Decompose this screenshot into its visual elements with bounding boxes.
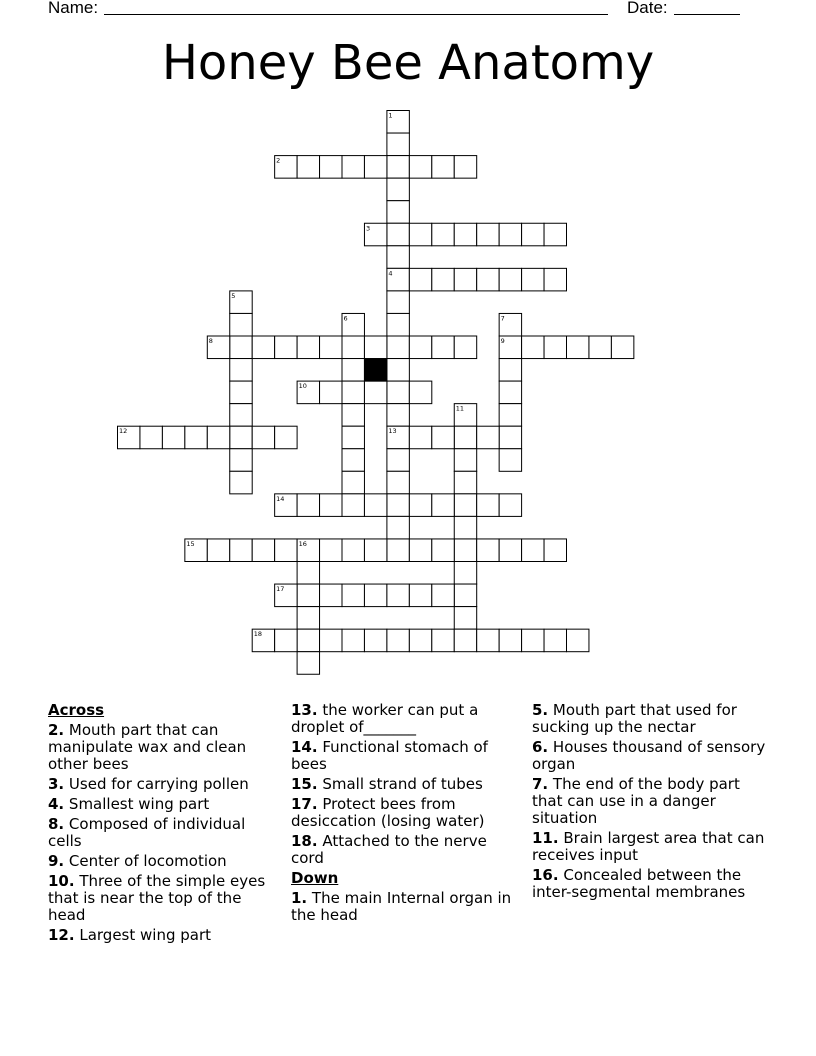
crossword-cell[interactable] bbox=[454, 607, 476, 630]
crossword-cell[interactable] bbox=[387, 404, 409, 427]
crossword-cell[interactable] bbox=[230, 426, 252, 449]
crossword-cell[interactable] bbox=[454, 562, 476, 585]
crossword-cell[interactable] bbox=[522, 223, 544, 246]
clue-down-7: 7. The end of the body part that can use in a danger situation bbox=[532, 775, 740, 827]
crossword-cell[interactable] bbox=[499, 359, 521, 382]
crossword-cell[interactable] bbox=[409, 539, 431, 562]
clue-across-18: 18. Attached to the nerve cord bbox=[291, 832, 487, 867]
cell-number-5: 5 bbox=[231, 291, 236, 300]
crossword-cell[interactable] bbox=[342, 584, 364, 607]
crossword-cell[interactable] bbox=[297, 156, 319, 179]
cell-number-9: 9 bbox=[500, 337, 505, 345]
crossword-cell[interactable] bbox=[275, 539, 297, 562]
crossword-cell[interactable] bbox=[275, 629, 297, 652]
crossword-cell[interactable] bbox=[140, 426, 162, 449]
crossword-cell[interactable] bbox=[409, 336, 431, 359]
crossword-cell[interactable] bbox=[162, 426, 184, 449]
crossword-cell[interactable] bbox=[185, 426, 207, 449]
crossword-cell[interactable] bbox=[342, 156, 364, 179]
crossword-cell[interactable] bbox=[207, 426, 229, 449]
clue-down-5: 5. Mouth part that used for sucking up the nectar bbox=[532, 701, 737, 736]
crossword-cell[interactable] bbox=[454, 336, 476, 359]
crossword-cell[interactable] bbox=[477, 539, 499, 562]
crossword-cell[interactable] bbox=[342, 381, 364, 404]
cell-number-18: 18 bbox=[253, 630, 262, 639]
cell-number-11: 11 bbox=[455, 404, 465, 413]
crossword-cell[interactable] bbox=[387, 201, 409, 224]
crossword-cell[interactable] bbox=[342, 336, 364, 359]
crossword-cell[interactable] bbox=[387, 629, 409, 652]
crossword-cell[interactable] bbox=[454, 471, 476, 494]
crossword-cell[interactable] bbox=[364, 494, 386, 517]
crossword-cell[interactable] bbox=[342, 471, 364, 494]
clue-across-12: 12. Largest wing part bbox=[48, 926, 212, 944]
clue-down-6: 6. Houses thousand of sensory organ bbox=[532, 738, 766, 773]
crossword-cell[interactable] bbox=[342, 449, 364, 472]
crossword-cell[interactable] bbox=[409, 426, 431, 449]
crossword-cell[interactable] bbox=[409, 584, 431, 607]
crossword-cell[interactable] bbox=[230, 539, 252, 562]
crossword-cell[interactable] bbox=[364, 584, 386, 607]
cell-number-15: 15 bbox=[186, 539, 195, 548]
clue-across-9: 9. Center of locomotion bbox=[48, 852, 227, 870]
clue-across-3: 3. Used for carrying pollen bbox=[48, 775, 249, 793]
crossword-cell[interactable] bbox=[297, 652, 319, 675]
crossword-cell[interactable] bbox=[499, 629, 521, 652]
cell-number-16: 16 bbox=[298, 539, 307, 548]
crossword-cell[interactable] bbox=[522, 539, 544, 562]
crossword-cell[interactable] bbox=[454, 629, 476, 652]
crossword-cell[interactable] bbox=[454, 426, 476, 449]
crossword-cell[interactable] bbox=[544, 629, 566, 652]
clues-column-3 bbox=[532, 702, 768, 904]
down-heading: Down bbox=[291, 869, 339, 887]
crossword-cell[interactable] bbox=[477, 426, 499, 449]
crossword-cell[interactable] bbox=[252, 336, 274, 359]
crossword-cell[interactable] bbox=[297, 629, 319, 652]
clue-down-16: 16. Concealed between the inter-segmental membranes bbox=[532, 866, 746, 901]
crossword-cell[interactable] bbox=[364, 381, 386, 404]
crossword-cell[interactable] bbox=[387, 313, 409, 336]
crossword-cell[interactable] bbox=[409, 223, 431, 246]
crossword-cell[interactable] bbox=[544, 268, 566, 291]
crossword-cell[interactable] bbox=[499, 268, 521, 291]
cell-number-7: 7 bbox=[500, 314, 505, 323]
page-title: Honey Bee Anatomy bbox=[161, 35, 655, 91]
crossword-cell[interactable] bbox=[387, 223, 409, 246]
crossword-cell[interactable] bbox=[432, 336, 454, 359]
crossword-cell[interactable] bbox=[387, 381, 409, 404]
clues-column-1 bbox=[48, 702, 270, 947]
crossword-cell[interactable] bbox=[297, 494, 319, 517]
crossword-cell[interactable] bbox=[342, 539, 364, 562]
crossword-cell[interactable] bbox=[522, 629, 544, 652]
crossword-cell[interactable] bbox=[409, 156, 431, 179]
crossword-cell[interactable] bbox=[409, 629, 431, 652]
name-label: Name: bbox=[48, 0, 99, 17]
crossword-cell[interactable] bbox=[342, 629, 364, 652]
crossword-cell[interactable] bbox=[387, 359, 409, 382]
crossword-black-cell bbox=[364, 359, 386, 382]
crossword-cell[interactable] bbox=[589, 336, 611, 359]
crossword-cell[interactable] bbox=[499, 381, 521, 404]
crossword-cell[interactable] bbox=[387, 178, 409, 201]
crossword-cell[interactable] bbox=[544, 539, 566, 562]
clue-across-14: 14. Functional stomach of bees bbox=[291, 738, 488, 773]
crossword-cell[interactable] bbox=[477, 268, 499, 291]
crossword-cell[interactable] bbox=[364, 156, 386, 179]
crossword-cell[interactable] bbox=[387, 539, 409, 562]
crossword-cell[interactable] bbox=[432, 539, 454, 562]
crossword-cell[interactable] bbox=[230, 404, 252, 427]
crossword-cell[interactable] bbox=[320, 629, 342, 652]
crossword-cell[interactable] bbox=[275, 426, 297, 449]
clue-across-8: 8. Composed of individual cells bbox=[48, 815, 246, 850]
crossword-cell[interactable] bbox=[499, 223, 521, 246]
clue-across-13: 13. the worker can put a droplet of_______ bbox=[291, 701, 479, 736]
crossword-cell[interactable] bbox=[342, 359, 364, 382]
crossword-cell[interactable] bbox=[432, 494, 454, 517]
crossword-cell[interactable] bbox=[477, 629, 499, 652]
crossword-cell[interactable] bbox=[387, 336, 409, 359]
crossword-cell[interactable] bbox=[387, 449, 409, 472]
crossword-cell[interactable] bbox=[409, 381, 431, 404]
cell-number-4: 4 bbox=[388, 269, 393, 278]
cell-number-3: 3 bbox=[365, 224, 371, 233]
crossword-cell[interactable] bbox=[230, 359, 252, 382]
crossword-cell[interactable] bbox=[342, 494, 364, 517]
crossword-cell[interactable] bbox=[499, 449, 521, 472]
crossword-cell[interactable] bbox=[432, 629, 454, 652]
crossword-cell[interactable] bbox=[230, 471, 252, 494]
crossword-cell[interactable] bbox=[432, 426, 454, 449]
crossword-cell[interactable] bbox=[454, 268, 476, 291]
crossword-cell[interactable] bbox=[230, 449, 252, 472]
crossword-cell[interactable] bbox=[387, 516, 409, 539]
crossword-cell[interactable] bbox=[432, 156, 454, 179]
crossword-cell[interactable] bbox=[320, 584, 342, 607]
clues-column-2 bbox=[291, 702, 513, 927]
crossword-cell[interactable] bbox=[454, 449, 476, 472]
crossword-cell[interactable] bbox=[252, 426, 274, 449]
crossword-cell[interactable] bbox=[454, 156, 476, 179]
crossword-cell[interactable] bbox=[230, 313, 252, 336]
cell-number-14: 14 bbox=[276, 494, 285, 503]
crossword-cell[interactable] bbox=[387, 584, 409, 607]
crossword-cell[interactable] bbox=[432, 268, 454, 291]
crossword-cell[interactable] bbox=[454, 539, 476, 562]
crossword-cell[interactable] bbox=[297, 607, 319, 630]
crossword-cell[interactable] bbox=[499, 539, 521, 562]
crossword-cell[interactable] bbox=[387, 291, 409, 314]
crossword-cell[interactable] bbox=[320, 336, 342, 359]
clue-down-1: 1. The main Internal organ in the head bbox=[291, 889, 512, 924]
crossword-cell[interactable] bbox=[409, 268, 431, 291]
clue-across-15: 15. Small strand of tubes bbox=[291, 775, 483, 793]
clue-across-17: 17. Protect bees from desiccation (losing water) bbox=[291, 795, 485, 830]
crossword-cell[interactable] bbox=[522, 336, 544, 359]
clue-down-11: 11. Brain largest area that can receives input bbox=[532, 829, 765, 864]
clue-across-10: 10. Three of the simple eyes that is near the top of the head bbox=[48, 872, 266, 924]
crossword-cell[interactable] bbox=[499, 426, 521, 449]
crossword-cell[interactable] bbox=[454, 223, 476, 246]
crossword-cell[interactable] bbox=[567, 336, 589, 359]
crossword-cell[interactable] bbox=[454, 584, 476, 607]
crossword-cell[interactable] bbox=[499, 404, 521, 427]
cell-number-2: 2 bbox=[276, 156, 281, 165]
crossword-cell[interactable] bbox=[320, 156, 342, 179]
crossword-cell[interactable] bbox=[477, 494, 499, 517]
crossword-cell[interactable] bbox=[409, 494, 431, 517]
crossword-cell[interactable] bbox=[342, 426, 364, 449]
cell-number-12: 12 bbox=[119, 427, 128, 436]
cell-number-6: 6 bbox=[343, 314, 348, 323]
crossword-cell[interactable] bbox=[499, 494, 521, 517]
crossword-cell[interactable] bbox=[207, 539, 229, 562]
crossword-cell[interactable] bbox=[364, 629, 386, 652]
crossword-cell[interactable] bbox=[230, 336, 252, 359]
crossword-cell[interactable] bbox=[567, 629, 589, 652]
crossword-cell[interactable] bbox=[432, 223, 454, 246]
crossword-cell[interactable] bbox=[544, 223, 566, 246]
crossword-cell[interactable] bbox=[387, 133, 409, 156]
crossword-cell[interactable] bbox=[544, 336, 566, 359]
crossword-cell[interactable] bbox=[320, 494, 342, 517]
cell-number-17: 17 bbox=[276, 585, 285, 594]
crossword-cell[interactable] bbox=[387, 471, 409, 494]
cell-number-1: 1 bbox=[388, 111, 393, 120]
crossword-cell[interactable] bbox=[252, 539, 274, 562]
crossword-cell[interactable] bbox=[364, 336, 386, 359]
date-label: Date: bbox=[627, 0, 668, 17]
crossword-cell[interactable] bbox=[297, 562, 319, 585]
cell-number-10: 10 bbox=[298, 382, 307, 391]
cell-number-13: 13 bbox=[388, 427, 397, 436]
crossword-cell[interactable] bbox=[230, 381, 252, 404]
crossword-cell[interactable] bbox=[432, 584, 454, 607]
crossword-cell[interactable] bbox=[297, 584, 319, 607]
clue-across-2: 2. Mouth part that can manipulate wax and clean other bees bbox=[48, 721, 247, 773]
crossword-cell[interactable] bbox=[364, 539, 386, 562]
crossword-cell[interactable] bbox=[387, 494, 409, 517]
crossword-cell[interactable] bbox=[454, 516, 476, 539]
crossword-cell[interactable] bbox=[387, 156, 409, 179]
across-heading: Across bbox=[48, 701, 105, 719]
crossword-cell[interactable] bbox=[477, 223, 499, 246]
clue-across-4: 4. Smallest wing part bbox=[48, 795, 210, 813]
crossword-cell[interactable] bbox=[342, 404, 364, 427]
crossword-cell[interactable] bbox=[454, 494, 476, 517]
crossword-cell[interactable] bbox=[275, 336, 297, 359]
crossword-cell[interactable] bbox=[611, 336, 633, 359]
crossword-cell[interactable] bbox=[297, 336, 319, 359]
crossword-cell[interactable] bbox=[320, 539, 342, 562]
crossword-cell[interactable] bbox=[320, 381, 342, 404]
crossword-cell[interactable] bbox=[387, 246, 409, 269]
cell-number-8: 8 bbox=[208, 337, 213, 345]
crossword-cell[interactable] bbox=[522, 268, 544, 291]
